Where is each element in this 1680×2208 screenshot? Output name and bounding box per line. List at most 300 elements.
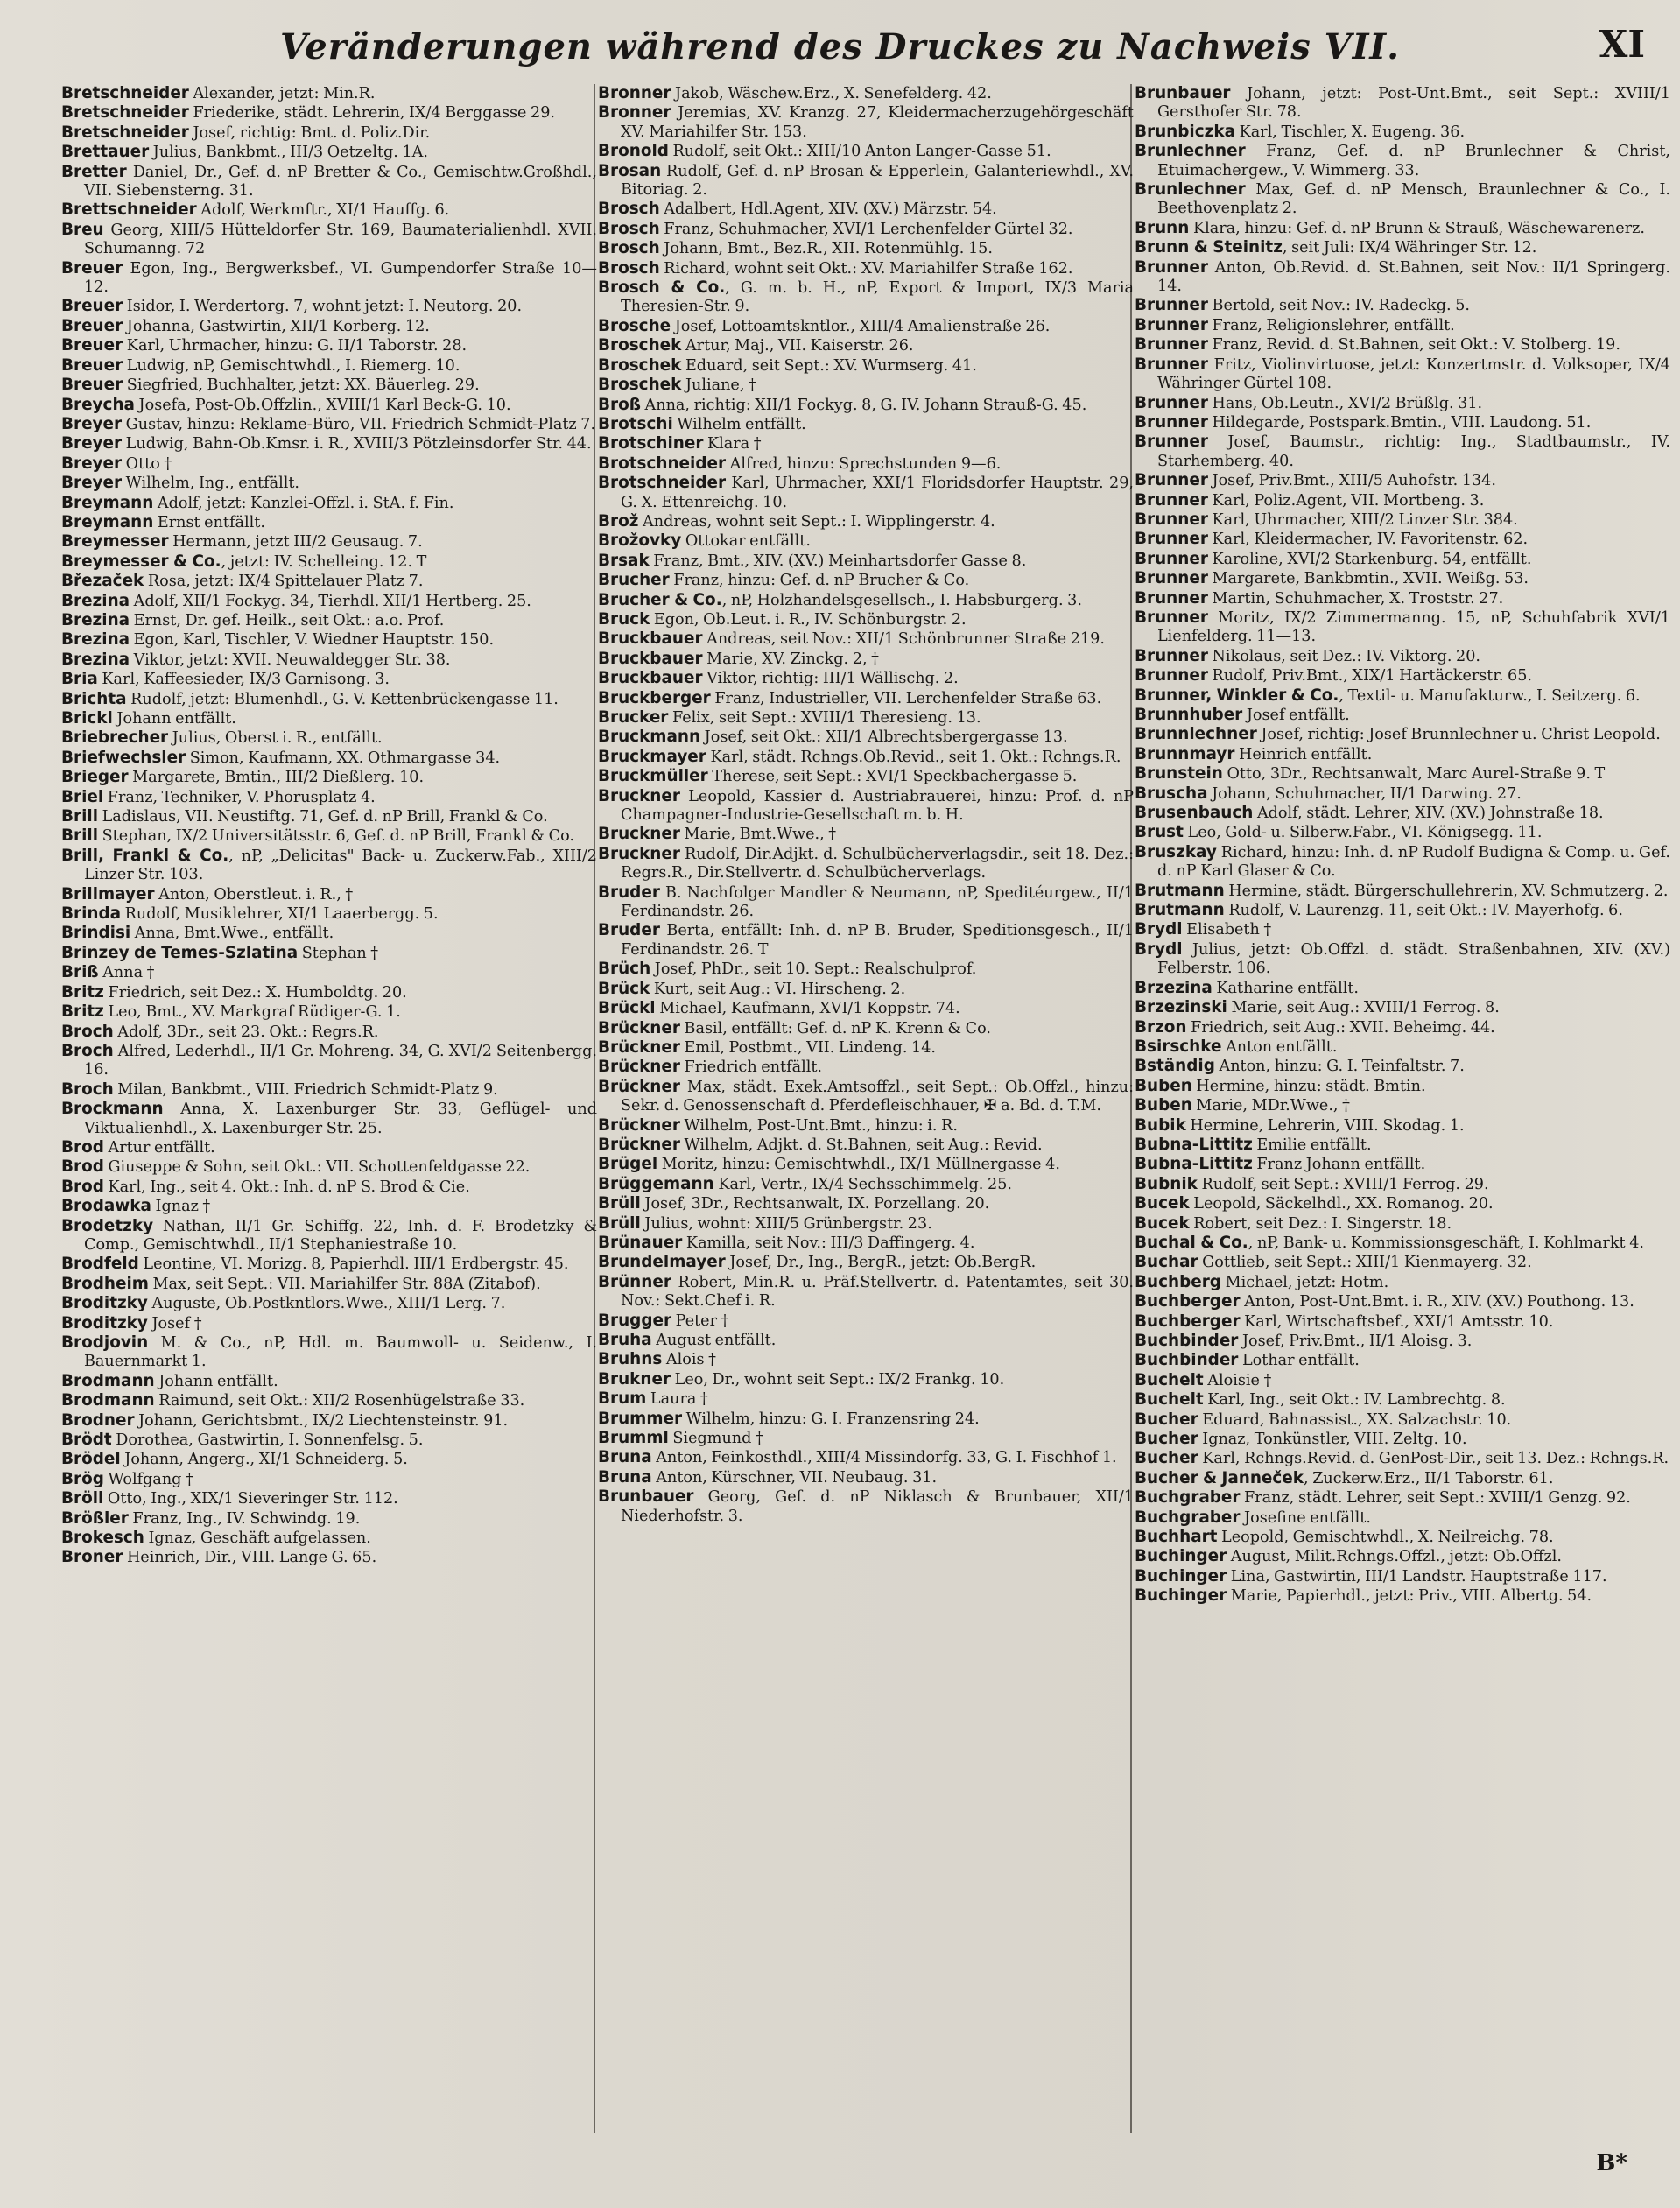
directory-entry	[61, 1529, 597, 1548]
entry-name: Bruckner	[598, 825, 680, 844]
directory-entry	[1135, 1057, 1670, 1076]
directory-entry	[598, 629, 1134, 649]
directory-entry	[61, 768, 597, 787]
entry-details: Josef, 3Dr., Rechtsanwalt, IX. Porzellang. 20.	[640, 1195, 990, 1213]
directory-entry	[598, 591, 1134, 610]
entry-details: Franz, Religionslehrer, entfällt.	[1207, 316, 1455, 334]
directory-entry	[61, 670, 597, 689]
directory-entry	[598, 669, 1134, 688]
directory-entry	[1135, 394, 1670, 413]
entry-details: Franz, Techniker, V. Phorusplatz 4.	[103, 788, 376, 806]
entry-details: Leopold, Kassier d. Austriabrauerei, hinzu: Prof. d. nP Champagner-Industrie-Gesellschaft m. b. H.	[621, 787, 1134, 825]
entry-details: Johann, Gerichtsbmt., IX/2 Liechtensteinstr. 91.	[134, 1411, 509, 1430]
directory-entry	[61, 1255, 597, 1274]
entry-details: Aloisie †	[1203, 1371, 1272, 1389]
entry-details: Eduard, seit Sept.: XV. Wurmserg. 41.	[681, 356, 977, 375]
entry-details: Julius, wohnt: XIII/5 Grünbergstr. 23.	[640, 1214, 932, 1233]
entry-details: Artur, Maj., VII. Kaiserstr. 26.	[681, 337, 914, 355]
entry-name: Brüll	[598, 1213, 641, 1233]
directory-entry	[1135, 843, 1670, 882]
entry-name: Broß	[598, 395, 641, 414]
entry-name: Bruckmayer	[598, 747, 706, 766]
entry-name: Bruder	[598, 921, 660, 940]
entry-name: Broditzky	[61, 1294, 148, 1313]
entry-name: Brückner	[598, 1115, 680, 1135]
entry-details: Rudolf, Musiklehrer, XI/1 Laaerbergg. 5.	[121, 905, 439, 924]
directory-entry	[61, 163, 597, 201]
entry-name: Broch	[61, 1022, 114, 1041]
directory-entry	[61, 221, 597, 259]
entry-details: Ladislaus, VII. Neustiftg. 71, Gef. d. nP Brill, Frankl & Co.	[98, 808, 548, 826]
page-title: Veränderungen während des Druckes zu Nachweis VII.	[279, 26, 1401, 67]
directory-entry	[598, 1331, 1134, 1350]
entry-name: Brosch & Co.	[598, 278, 726, 298]
entry-name: Britz	[61, 1002, 104, 1022]
entry-name: Brod	[61, 1157, 104, 1177]
entry-details: Wilhelm, Post-Unt.Bmt., hinzu: i. R.	[679, 1116, 958, 1135]
directory-entry	[1135, 764, 1670, 784]
directory-entry	[598, 1234, 1134, 1253]
entry-name: Brunner	[1135, 355, 1208, 374]
directory-entry	[61, 415, 597, 434]
directory-entry	[598, 845, 1134, 883]
entry-name: Breymesser & Co.	[61, 552, 221, 571]
directory-entry	[1135, 608, 1670, 647]
entry-details: Michael, Kaufmann, XVI/1 Koppstr. 74.	[655, 1000, 960, 1018]
entry-details: Franz, Bmt., XIV. (XV.) Meinhartsdorfer Gasse 8.	[649, 552, 1027, 570]
entry-name: Brezina	[61, 610, 130, 629]
entry-name: Brunner	[1135, 646, 1208, 665]
directory-entry	[598, 650, 1134, 669]
directory-entry	[598, 728, 1134, 747]
directory-entry	[598, 1136, 1134, 1155]
entry-details: Franz Johann entfällt.	[1252, 1156, 1426, 1174]
directory-entry	[1135, 432, 1670, 471]
entry-details: Auguste, Ob.Postkntlors.Wwe., XIII/1 Lerg. 7.	[147, 1295, 506, 1313]
directory-entry	[61, 552, 597, 572]
directory-entry	[61, 1100, 597, 1138]
entry-name: Brosan	[598, 161, 662, 180]
entry-details: Franz, Schuhmacher, XVI/1 Lerchenfelder Gürtel 32.	[659, 220, 1073, 238]
entry-name: Brunn & Steinitz	[1135, 238, 1283, 257]
directory-entry	[1135, 940, 1670, 979]
entry-name: Brunner	[1135, 588, 1208, 608]
entry-name: Bruder	[598, 882, 660, 902]
directory-entry	[1135, 1312, 1670, 1332]
entry-name: Briel	[61, 787, 104, 806]
entry-name: Brüggemann	[598, 1174, 714, 1193]
entry-details: Karl, Ing., seit Okt.: IV. Lambrechtg. 8.	[1203, 1391, 1506, 1410]
entry-details: Marie, Bmt.Wwe., †	[679, 826, 837, 844]
entry-name: Brod	[61, 1177, 104, 1196]
entry-details: Georg, Gef. d. nP Niklasch & Brunbauer, XII/1 Niederhofstr. 3.	[621, 1488, 1134, 1525]
entry-details: , Zuckerw.Erz., II/1 Taborstr. 61.	[1304, 1469, 1554, 1487]
entry-name: Brundelmayer	[598, 1253, 726, 1272]
entry-name: Breuer	[61, 336, 123, 355]
entry-details: Adolf, städt. Lehrer, XIV. (XV.) Johnstraße 18.	[1253, 805, 1604, 823]
entry-name: Brunlechner	[1135, 180, 1246, 200]
entry-name: Brunner, Winkler & Co.	[1135, 686, 1339, 705]
entry-name: Breyer	[61, 414, 123, 433]
directory-entry	[61, 396, 597, 415]
directory-entry	[598, 1038, 1134, 1058]
entry-name: Brückl	[598, 999, 656, 1018]
entry-details: Ignaz, Geschäft aufgelassen.	[144, 1529, 371, 1548]
entry-details: Eduard, Bahnassist., XX. Salzachstr. 10.	[1198, 1410, 1512, 1429]
entry-name: Bretter	[61, 162, 127, 181]
entry-details: Adolf, XII/1 Fockyg. 34, Tierhdl. XII/1 Hertberg. 25.	[130, 592, 531, 610]
directory-entry	[1135, 1528, 1670, 1547]
directory-entry	[598, 103, 1134, 142]
entry-name: Brotschneider	[598, 454, 727, 473]
entry-details: Felix, seit Sept.: XVIII/1 Theresieng. 13.	[668, 709, 981, 727]
entry-name: Bucek	[1135, 1213, 1190, 1233]
directory-entry	[1135, 1430, 1670, 1449]
entry-details: Basil, entfällt: Gef. d. nP K. Krenn & Co.	[679, 1019, 991, 1037]
entry-name: Brodawka	[61, 1197, 151, 1216]
entry-details: Ottokar entfällt.	[681, 532, 811, 551]
directory-entry	[598, 142, 1134, 161]
directory-entry	[598, 767, 1134, 786]
entry-name: Brzezinski	[1135, 998, 1227, 1017]
entry-name: Bucher	[1135, 1430, 1198, 1449]
directory-entry	[61, 963, 597, 982]
directory-entry	[598, 1468, 1134, 1487]
entry-details: Fritz, Violinvirtuose, jetzt: Konzertmstr. d. Volksoper, IX/4 Währinger Gürtel 108.	[1157, 355, 1670, 393]
entry-name: Brückner	[598, 1037, 680, 1057]
entry-details: Josef, Priv.Bmt., II/1 Aloisg. 3.	[1238, 1333, 1473, 1350]
entry-name: Bruckbauer	[598, 629, 703, 649]
entry-details: Rudolf, V. Laurenzg. 11, seit Okt.: IV. Mayerhofg. 6.	[1224, 902, 1623, 920]
directory-entry	[61, 1138, 597, 1157]
entry-details: Wolfgang †	[103, 1470, 193, 1488]
entry-details: Karl, Uhrmacher, XXI/1 Floridsdorfer Hauptstr. 29, G. X. Ettenreichg. 10.	[621, 475, 1134, 511]
entry-name: Březaček	[61, 572, 144, 591]
directory-entry	[598, 434, 1134, 454]
entry-details: Karl, Ing., seit 4. Okt.: Inh. d. nP S. Brod & Cie.	[103, 1178, 470, 1196]
entry-name: Brotschi	[598, 414, 673, 433]
directory-entry	[61, 611, 597, 630]
entry-details: Josef, PhDr., seit 10. Sept.: Realschulprof.	[650, 960, 977, 979]
entry-name: Buchal & Co.	[1135, 1233, 1248, 1252]
entry-details: Ignaz, Tonkünstler, VIII. Zeltg. 10.	[1198, 1431, 1467, 1449]
entry-name: Brezina	[61, 591, 130, 610]
entry-details: Richard, hinzu: Inh. d. nP Rudolf Budigna & Comp. u. Gef. d. nP Karl Glaser & Co.	[1157, 843, 1670, 881]
directory-entry	[598, 1155, 1134, 1174]
entry-details: Johann, jetzt: Post-Unt.Bmt., seit Sept.: XVIII/1 Gersthofer Str. 78.	[1157, 85, 1670, 122]
entry-details: Leopold, Gemischtwhdl., X. Neilreichg. 78.	[1217, 1529, 1554, 1547]
directory-entry	[1135, 1214, 1670, 1234]
directory-entry	[598, 200, 1134, 219]
entry-details: Klara, hinzu: Gef. d. nP Brunn & Strauß, Wäschewarenerz.	[1189, 219, 1645, 237]
entry-details: Egon, Ing., Bergwerksbef., VI. Gumpendorfer Straße 10—12.	[84, 259, 597, 297]
directory-entry	[1135, 238, 1670, 257]
entry-details: Josef, richtig: Bmt. d. Poliz.Dir.	[188, 123, 431, 142]
entry-name: Bruhns	[598, 1350, 663, 1369]
entry-details: Hermann, jetzt III/2 Geusaug. 7.	[168, 533, 423, 552]
entry-name: Bucher	[1135, 1449, 1198, 1468]
entry-name: Britz	[61, 982, 104, 1002]
entry-name: Brillmayer	[61, 884, 155, 904]
entry-details: Martin, Schuhmacher, X. Troststr. 27.	[1207, 589, 1504, 608]
entry-details: Anton entfällt.	[1221, 1037, 1338, 1056]
entry-name: Brukner	[598, 1369, 671, 1389]
entry-details: Ludwig, Bahn-Ob.Kmsr. i. R., XVIII/3 Pötzleinsdorfer Str. 44.	[122, 435, 592, 454]
entry-details: Josefine entfällt.	[1240, 1508, 1371, 1527]
entry-details: Rudolf, Priv.Bmt., XIX/1 Hartäckerstr. 65.	[1207, 667, 1533, 686]
entry-details: Marie, MDr.Wwe., †	[1191, 1097, 1350, 1115]
entry-details: Franz, Gef. d. nP Brunlechner & Christ, Etuimachergew., V. Wimmerg. 33.	[1157, 143, 1670, 179]
directory-entry	[1135, 1018, 1670, 1037]
directory-entry	[61, 1391, 597, 1410]
entry-details: Rudolf, Dir.Adjkt. d. Schulbücherverlagsdir., seit 18. Dez.: Regrs.R., Dir.Stellvertr. d. Schulbücherverlags.	[621, 845, 1134, 882]
entry-name: Brüll	[598, 1194, 641, 1213]
directory-entry	[1135, 296, 1670, 315]
entry-name: Bronold	[598, 142, 669, 161]
entry-name: Brückner	[598, 1135, 680, 1154]
directory-entry	[61, 297, 597, 316]
entry-name: Brettauer	[61, 143, 150, 162]
entry-name: Brunbauer	[598, 1487, 694, 1507]
directory-entry	[598, 1175, 1134, 1194]
entry-details: Anton, Kürschner, VII. Neubaug. 31.	[651, 1468, 938, 1487]
directory-entry	[1135, 725, 1670, 744]
directory-entry	[598, 708, 1134, 728]
directory-entry	[598, 571, 1134, 590]
directory-entry	[598, 317, 1134, 336]
directory-entry	[1135, 1390, 1670, 1410]
directory-entry	[61, 1333, 597, 1372]
directory-entry	[61, 592, 597, 611]
entry-details: Johann, Bmt., Bez.R., XII. Rotenmühlg. 15.	[659, 240, 993, 258]
entry-details: Simon, Kaufmann, XX. Othmargasse 34.	[186, 749, 501, 767]
directory-entry	[61, 885, 597, 904]
entry-name: Brodetzky	[61, 1216, 154, 1235]
directory-entry	[598, 921, 1134, 960]
entry-details: M. & Co., nP, Hdl. m. Baumwoll- u. Seidenw., I. Bauernmarkt 1.	[84, 1334, 597, 1371]
directory-entry	[1135, 1077, 1670, 1096]
signature-mark: B*	[1596, 2150, 1627, 2176]
entry-details: Leo, Dr., wohnt seit Sept.: IX/2 Frankg. 10.	[671, 1370, 1005, 1389]
entry-details: Karl, Kleidermacher, IV. Favoritenstr. 62.	[1207, 531, 1529, 549]
entry-details: Rudolf, seit Okt.: XIII/10 Anton Langer-Gasse 51.	[668, 143, 1051, 161]
entry-details: Leontine, VI. Morizg. 8, Papierhdl. III/1 Erdbergstr. 45.	[138, 1255, 569, 1274]
directory-entry	[1135, 1273, 1670, 1292]
entry-details: Karl, städt. Rchngs.Ob.Revid., seit 1. Okt.: Rchngs.R.	[706, 748, 1121, 766]
entry-details: Stephan, IX/2 Universitätsstr. 6, Gef. d. nP Brill, Frankl & Co.	[98, 827, 574, 846]
entry-details: Isidor, I. Werdertorg. 7, wohnt jetzt: I. Neutorg. 20.	[123, 298, 523, 316]
entry-details: Johann, Schuhmacher, II/1 Darwing. 27.	[1207, 784, 1522, 803]
entry-name: Buben	[1135, 1096, 1192, 1115]
directory-entry	[61, 807, 597, 826]
entry-name: Brum	[598, 1389, 647, 1409]
entry-name: Brunbauer	[1135, 84, 1231, 102]
directory-entry	[598, 1194, 1134, 1213]
entry-name: Brunner	[1135, 608, 1208, 627]
directory-entry	[1135, 706, 1670, 725]
entry-details: Marie, Papierhdl., jetzt: Priv., VIII. Albertg. 54.	[1227, 1587, 1592, 1606]
entry-details: Josef entfällt.	[1242, 707, 1350, 724]
entry-name: Brokesch	[61, 1529, 144, 1548]
entry-name: Bruckner	[598, 844, 680, 863]
entry-name: Brunner	[1135, 530, 1208, 549]
directory-entry	[598, 1448, 1134, 1467]
entry-details: Leopold, Säckelhdl., XX. Romanog. 20.	[1189, 1195, 1494, 1213]
entry-name: Bständig	[1135, 1057, 1215, 1076]
entry-name: Brunnmayr	[1135, 744, 1235, 763]
entry-name: Brunner	[1135, 257, 1208, 277]
entry-name: Brunner	[1135, 666, 1208, 686]
entry-name: Buchar	[1135, 1253, 1198, 1272]
entry-name: Brunlechner	[1135, 142, 1246, 161]
entry-details: Jakob, Wäschew.Erz., X. Senefelderg. 42.	[671, 85, 992, 102]
directory-entry	[61, 924, 597, 943]
directory-entry	[598, 336, 1134, 355]
entry-name: Brückner	[598, 1058, 680, 1077]
directory-entry	[61, 1509, 597, 1529]
entry-name: Brož	[598, 511, 639, 531]
directory-entry	[1135, 882, 1670, 901]
directory-entry	[61, 788, 597, 807]
entry-name: Brosche	[598, 316, 671, 335]
entry-details: Dorothea, Gastwirtin, I. Sonnenfelsg. 5.	[111, 1431, 424, 1450]
directory-entry	[1135, 471, 1670, 490]
directory-entry	[1135, 335, 1670, 355]
entry-details: Hermine, Lehrerin, VIII. Skodag. 1.	[1185, 1116, 1465, 1135]
entry-name: Buben	[1135, 1076, 1192, 1095]
entry-details: Anna, richtig: XII/1 Fockyg. 8, G. IV. Johann Strauß-G. 45.	[640, 396, 1087, 414]
directory-entry	[61, 336, 597, 355]
directory-entry	[598, 1273, 1134, 1311]
directory-entry	[1135, 784, 1670, 804]
directory-entry	[61, 532, 597, 552]
directory-entry	[61, 944, 597, 963]
directory-entry	[598, 454, 1134, 474]
directory-entry	[598, 610, 1134, 629]
directory-entry	[1135, 804, 1670, 823]
entry-name: Bruna	[598, 1467, 652, 1487]
entry-name: Bubna-Littitz	[1135, 1135, 1253, 1154]
entry-name: Buchinger	[1135, 1586, 1227, 1606]
entry-name: Bruna	[598, 1448, 652, 1467]
entry-details: Moritz, hinzu: Gemischtwhdl., IX/1 Müllnergasse 4.	[657, 1156, 1060, 1174]
entry-name: Brodner	[61, 1410, 135, 1430]
directory-entry	[61, 847, 597, 885]
directory-entry	[598, 220, 1134, 239]
directory-entry	[61, 1294, 597, 1313]
entry-details: Franz, städt. Lehrer, seit Sept.: XVIII/1 Genzg. 92.	[1240, 1489, 1631, 1508]
entry-details: Wilhelm, hinzu: G. I. Franzensring 24.	[682, 1410, 980, 1428]
entry-details: Artur entfällt.	[103, 1138, 215, 1157]
entry-details: August entfällt.	[651, 1332, 777, 1349]
entry-details: Giuseppe & Sohn, seit Okt.: VII. Schottenfeldgasse 22.	[103, 1158, 531, 1177]
directory-entry	[61, 376, 597, 395]
directory-entry	[598, 84, 1134, 103]
entry-name: Brill, Frankl & Co.	[61, 846, 229, 865]
entry-details: Adolf, Werkmftr., XI/1 Hauffg. 6.	[196, 201, 450, 220]
entry-name: Bruscha	[1135, 784, 1208, 803]
entry-details: Michael, jetzt: Hotm.	[1220, 1273, 1389, 1291]
entry-name: Brockmann	[61, 1100, 164, 1119]
entry-name: Brößler	[61, 1508, 129, 1528]
entry-details: Karl, Wirtschaftsbef., XXI/1 Amtsstr. 10.	[1240, 1312, 1554, 1331]
entry-name: Broschek	[598, 336, 682, 355]
entry-name: Brückner	[598, 1018, 680, 1037]
entry-details: Friedrich entfällt.	[679, 1058, 823, 1077]
directory-entry	[61, 904, 597, 924]
entry-name: Bucher	[1135, 1410, 1198, 1429]
entry-name: Buchberger	[1135, 1292, 1241, 1311]
directory-entry	[1135, 258, 1670, 297]
entry-name: Brod	[61, 1137, 104, 1157]
entry-details: Emilie entfällt.	[1252, 1136, 1372, 1154]
entry-name: Breuer	[61, 376, 123, 395]
entry-name: Brugger	[598, 1311, 672, 1330]
entry-details: Daniel, Dr., Gef. d. nP Bretter & Co., Gemischtw.Großhdl., VII. Siebensterng. 31.	[84, 163, 597, 200]
entry-details: Anna, X. Laxenburger Str. 33, Geflügel- und Viktualienhdl., X. Laxenburger Str. 25.	[84, 1100, 597, 1137]
entry-name: Brodheim	[61, 1274, 149, 1293]
entry-name: Bruckner	[598, 786, 680, 805]
entry-details: Josef †	[147, 1314, 202, 1333]
directory-entry	[1135, 1116, 1670, 1136]
directory-entry	[1135, 1155, 1670, 1174]
entry-name: Brichta	[61, 689, 127, 708]
directory-entry	[1135, 1449, 1670, 1468]
entry-name: Brunner	[1135, 335, 1208, 355]
entry-name: Brezina	[61, 650, 130, 669]
directory-entry	[1135, 1410, 1670, 1430]
entry-name: Brumml	[598, 1429, 669, 1448]
entry-name: Brosch	[598, 239, 660, 258]
entry-details: B. Nachfolger Mandler & Neumann, nP, Speditéurgew., II/1 Ferdinandstr. 26.	[621, 883, 1134, 921]
entry-name: Bruszkay	[1135, 842, 1217, 861]
entry-name: Breuer	[61, 258, 123, 278]
entry-details: Franz, Revid. d. St.Bahnen, seit Okt.: V. Stolberg. 19.	[1207, 336, 1620, 355]
entry-name: Buchbinder	[1135, 1351, 1239, 1370]
entry-name: Bretschneider	[61, 123, 189, 142]
entry-details: Ignaz †	[151, 1198, 211, 1216]
entry-name: Brunstein	[1135, 764, 1223, 784]
entry-name: Bruckmann	[598, 728, 701, 747]
entry-details: Josef, richtig: Josef Brunnlechner u. Christ Leopold.	[1256, 726, 1661, 744]
entry-details: Friederike, städt. Lehrerin, IX/4 Berggasse 29.	[188, 104, 555, 123]
entry-name: Brög	[61, 1469, 104, 1488]
directory-entry	[61, 356, 597, 376]
entry-details: Rudolf, jetzt: Blumenhdl., G. V. Kettenbrückengasse 11.	[126, 690, 559, 708]
directory-entry	[61, 826, 597, 846]
entry-details: Margarete, Bmtin., III/2 Dießlerg. 10.	[128, 769, 425, 787]
entry-details: Anton, Feinkosthdl., XIII/4 Missindorfg. 33, G. I. Fischhof 1.	[651, 1449, 1117, 1467]
directory-entry	[1135, 1351, 1670, 1370]
directory-entry	[1135, 1234, 1670, 1253]
entry-details: Josef, Priv.Bmt., XIII/5 Auhofstr. 134.	[1207, 472, 1496, 490]
entry-name: Bruckbauer	[598, 669, 703, 688]
entry-name: Brunner	[1135, 393, 1208, 412]
directory-entry	[1135, 316, 1670, 335]
entry-name: Brunnlechner	[1135, 725, 1257, 744]
entry-name: Brutmann	[1135, 881, 1225, 900]
directory-entry	[61, 84, 597, 103]
directory-entry	[1135, 1371, 1670, 1390]
directory-entry	[1135, 569, 1670, 588]
directory-entry	[598, 356, 1134, 376]
entry-name: Buchelt	[1135, 1390, 1204, 1410]
entry-details: Katharine entfällt.	[1212, 979, 1360, 997]
directory-entry	[598, 474, 1134, 512]
directory-entry	[1135, 647, 1670, 666]
entry-details: Emil, Postbmt., VII. Lindeng. 14.	[679, 1038, 936, 1057]
entry-details: Nikolaus, seit Dez.: IV. Viktorg. 20.	[1207, 647, 1481, 665]
